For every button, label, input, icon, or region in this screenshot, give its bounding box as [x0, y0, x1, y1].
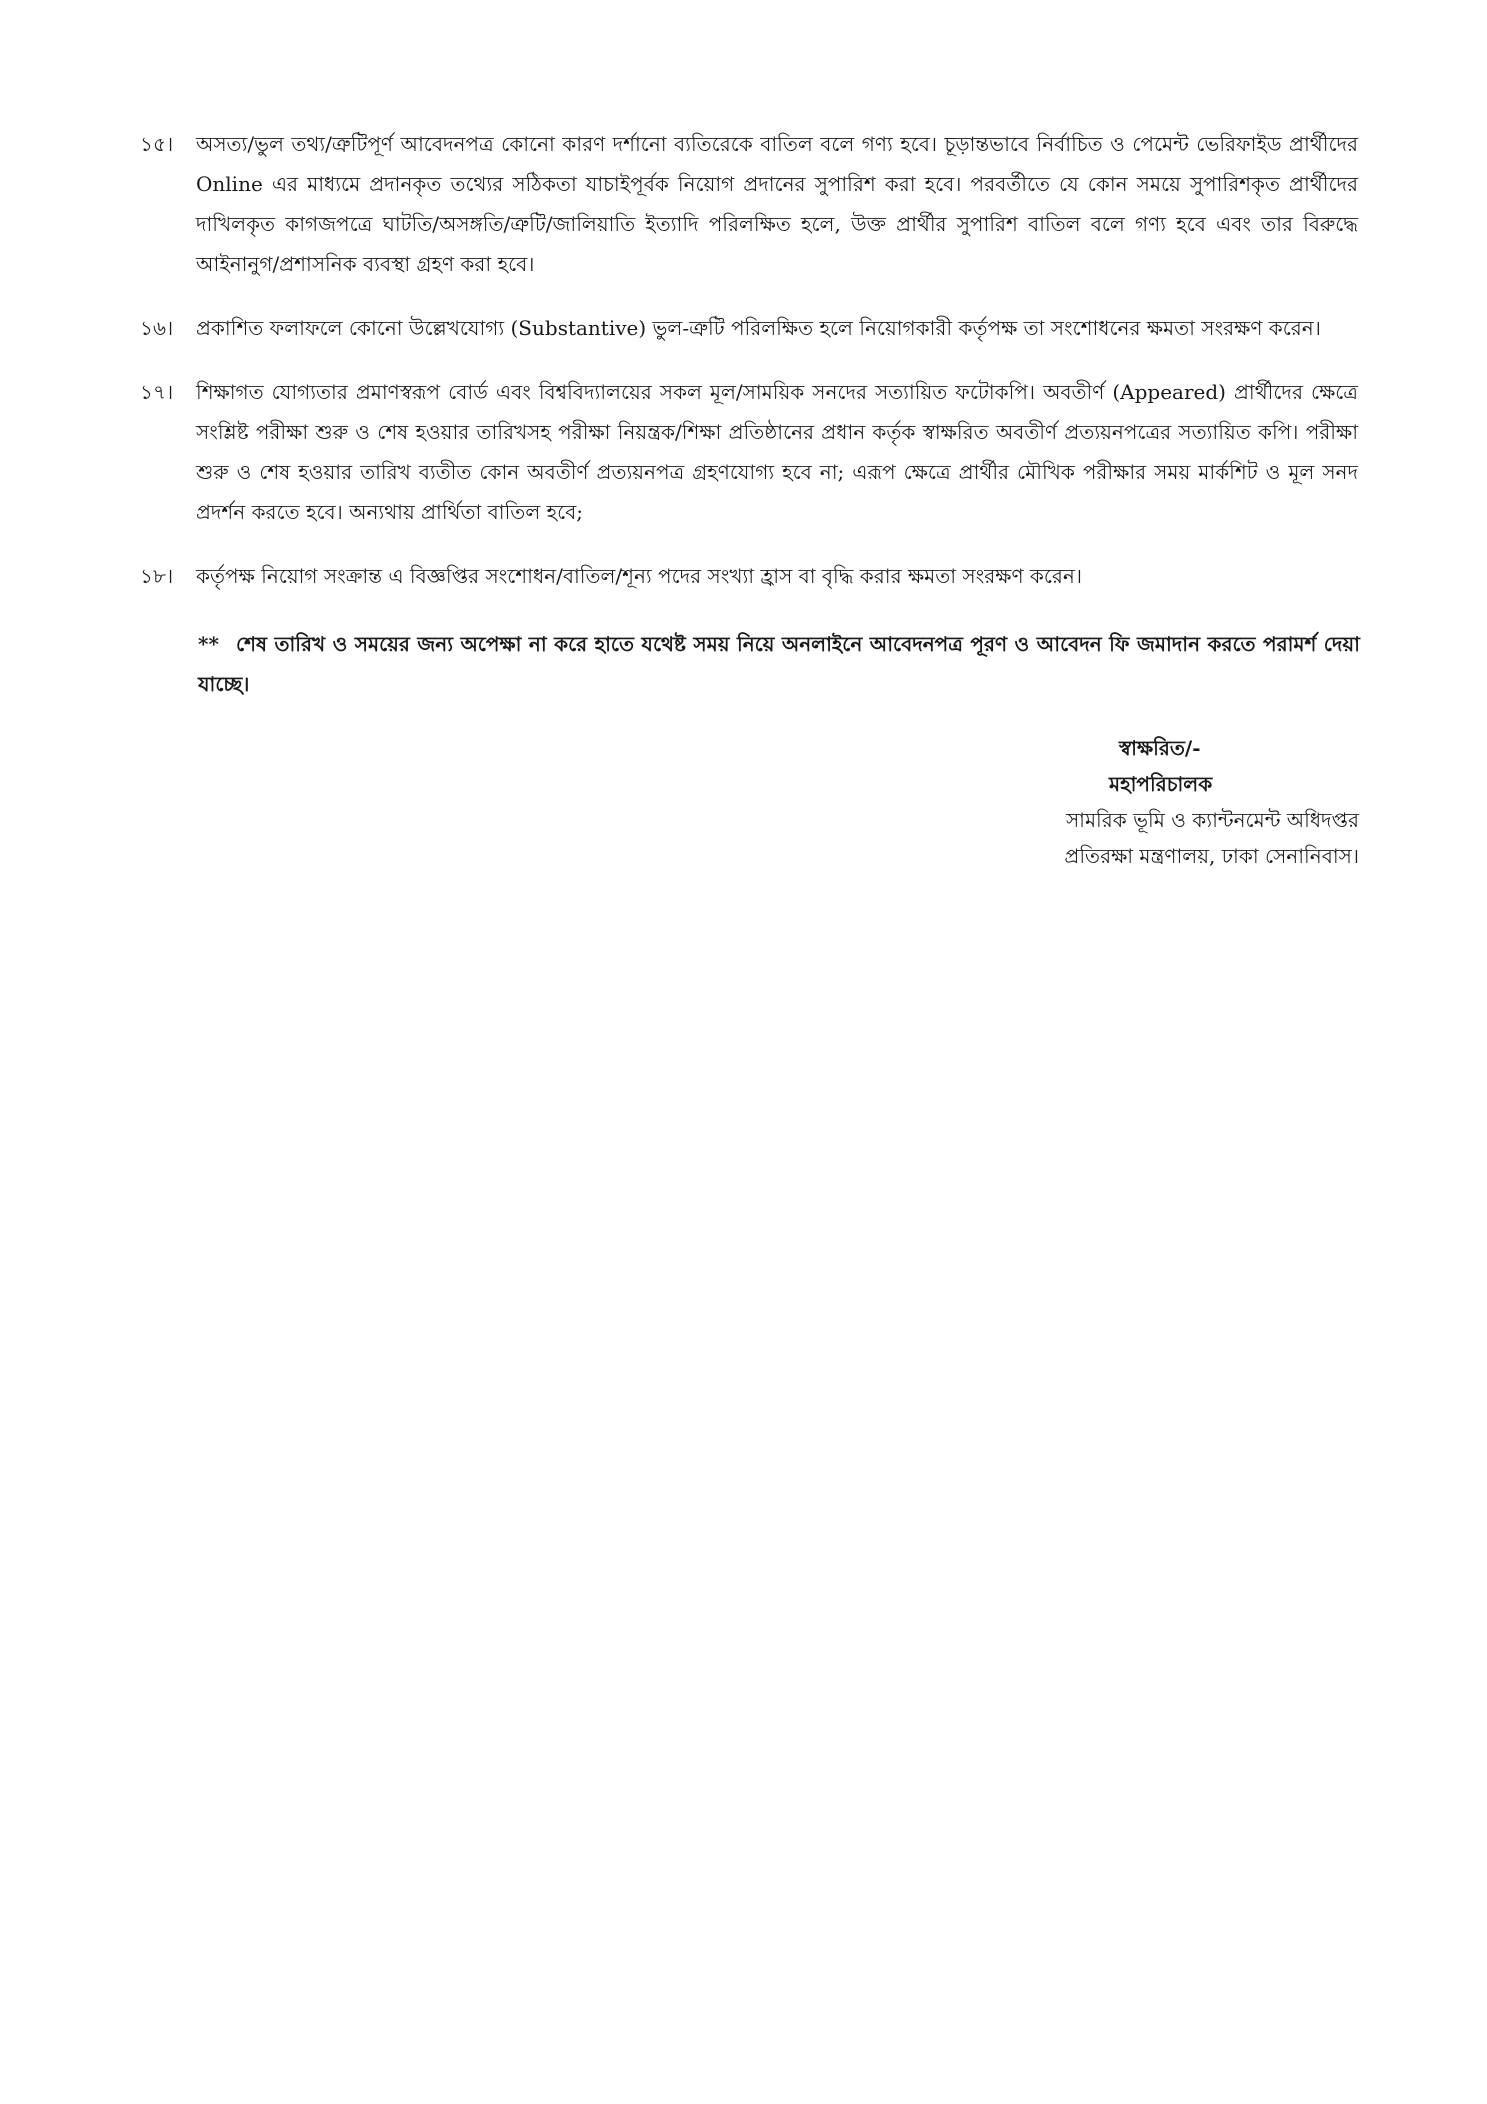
signatory-title: মহাপরিচালক: [1109, 772, 1213, 796]
clause-item: [140, 372, 1358, 532]
clause-number: ১৮।: [140, 564, 174, 588]
clause-list: [140, 124, 1358, 620]
clause-number: ১৬।: [140, 316, 174, 340]
clause-text: কর্তৃপক্ষ নিয়োগ সংক্রান্ত এ বিজ্ঞপ্তির সংশোধন/বাতিল/শূন্য পদের সংখ্যা হ্রাস বা বৃদ্ধি করার ক্ষমতা সংরক্ষণ করেন।: [196, 564, 1083, 588]
clause-item: [140, 124, 1358, 284]
clause-item: [140, 556, 1358, 596]
note-text: শেষ তারিখ ও সময়ের জন্য অপেক্ষা না করে হাতে যথেষ্ট সময় নিয়ে অনলাইনে আবেদনপত্র পূরণ ও আবেদন ফি জমাদান করতে পরামর্শ দেয়া যাচ্ছে।: [198, 632, 1360, 696]
note-marker: **: [198, 632, 219, 656]
clause-text: শিক্ষাগত যোগ্যতার প্রমাণস্বরূপ বোর্ড এবং বিশ্ববিদ্যালয়ের সকল মূল/সাময়িক সনদের সত্যায়িত ফটোকপি। অবতীর্ণ (Appeared) প্রার্থীদের ক্ষেত্রে সংশ্লিষ্ট পরীক্ষা শুরু ও শেষ হওয়ার তারিখসহ পরীক্ষা নিয়ন্ত্রক/শিক্ষা প্রতিষ্ঠানের প্রধান কর্তৃক স্বাক্ষরিত অবতীর্ণ প্রত্যয়নপত্রের সত্যায়িত কপি। পরীক্ষা শুরু ও শেষ হওয়ার তারিখ ব্যতীত কোন অবতীর্ণ প্রত্যয়নপত্র গ্রহণযোগ্য হবে না; এরূপ ক্ষেত্রে প্রার্থীর মৌখিক পরীক্ষার সময় মার্কশিট ও মূল সনদ প্রদর্শন করতে হবে। অন্যথায় প্রার্থিতা বাতিল হবে;: [196, 380, 1358, 524]
clause-text: প্রকাশিত ফলাফলে কোনো উল্লেখযোগ্য (Substantive) ভুল-ত্রুটি পরিলক্ষিত হলে নিয়োগকারী কর্তৃপক্ষ তা সংশোধনের ক্ষমতা সংরক্ষণ করেন।: [196, 316, 1321, 340]
signatory-ministry: প্রতিরক্ষা মন্ত্রণালয়, ঢাকা সেনানিবাস।: [1064, 844, 1359, 868]
important-note: [198, 624, 1360, 704]
signature-block: [899, 730, 1359, 874]
signatory-department: সামরিক ভূমি ও ক্যান্টনমেন্ট অধিদপ্তর: [1065, 808, 1359, 832]
clause-number: ১৫।: [140, 132, 174, 156]
signature-signed: স্বাক্ষরিত/-: [1119, 736, 1201, 760]
clause-item: [140, 308, 1358, 348]
clause-text: অসত্য/ভুল তথ্য/ত্রুটিপূর্ণ আবেদনপত্র কোনো কারণ দর্শানো ব্যতিরেকে বাতিল বলে গণ্য হবে। চূড়ান্তভাবে নির্বাচিত ও পেমেন্ট ভেরিফাইড প্রার্থীদের Online এর মাধ্যমে প্রদানকৃত তথ্যের সঠিকতা যাচাইপূর্বক নিয়োগ প্রদানের সুপারিশ করা হবে। পরবর্তীতে যে কোন সময়ে সুপারিশকৃত প্রার্থীদের দাখিলকৃত কাগজপত্রে ঘাটতি/অসঙ্গতি/ত্রুটি/জালিয়াতি ইত্যাদি পরিলক্ষিত হলে, উক্ত প্রার্থীর সুপারিশ বাতিল বলে গণ্য হবে এবং তার বিরুদ্ধে আইনানুগ/প্রশাসনিক ব্যবস্থা গ্রহণ করা হবে।: [196, 132, 1358, 276]
clause-number: ১৭।: [140, 380, 174, 404]
